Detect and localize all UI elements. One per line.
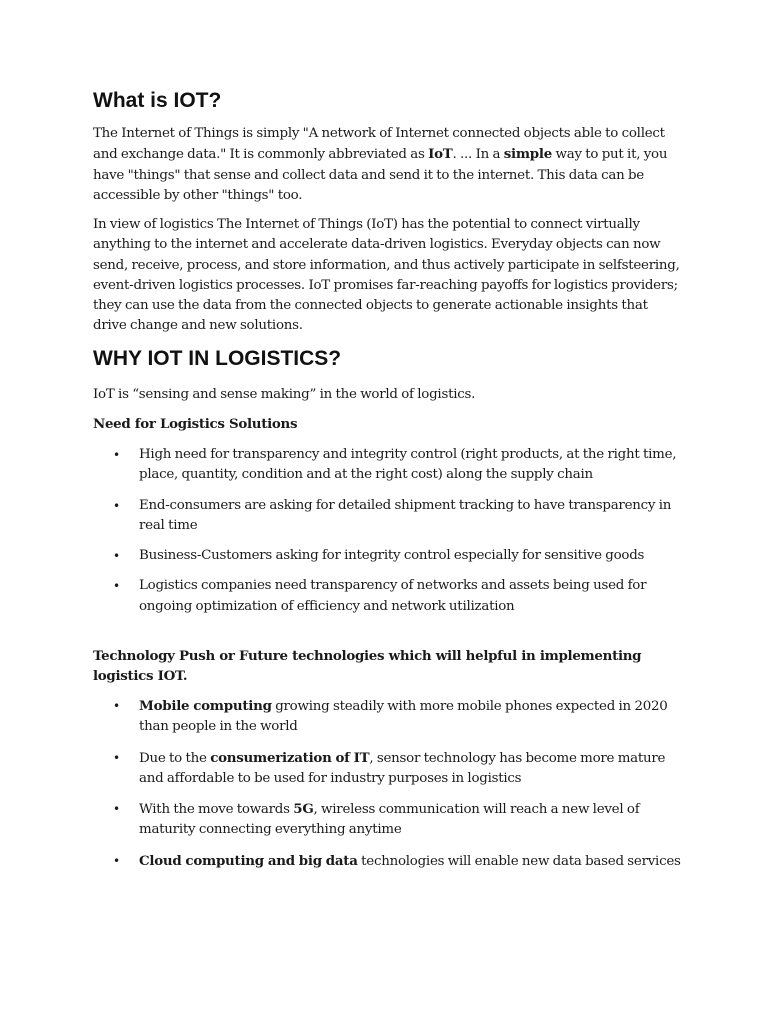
- list-item: [93, 696, 683, 738]
- intro-p1-bold-simple: simple: [503, 146, 552, 163]
- tech-item-pre: Due to the: [139, 750, 211, 766]
- bullet-icon: •: [113, 498, 120, 513]
- tech-item-post: growing steadily with more mobile phones expected in 2020 than people in the world: [139, 699, 668, 735]
- list-item: [93, 576, 683, 617]
- tech-section-title: Technology Push or Future technologies which will helpful in implementing logistics IOT.: [93, 648, 642, 685]
- tech-item-bold: consumerization of IT: [210, 749, 370, 766]
- tech-item-bold: Mobile computing: [139, 698, 272, 714]
- bullet-icon: •: [113, 699, 120, 713]
- intro-p1-text-c: way to put it, you have "things" that sense and collect data and send it to the internet. This data can be accessible by other "things" too.: [93, 147, 668, 203]
- tech-item-pre: With the move towards: [139, 802, 294, 818]
- intro-paragraph-1: [93, 124, 683, 206]
- tech-item-post: , wireless communication will reach a new level of maturity connecting everything anytime: [139, 802, 640, 838]
- need-item-text: High need for transparency and integrity control (right products, at the right time, place, quantity, condition and at the right cost) along the supply chain: [139, 447, 677, 483]
- need-section-title: Need for Logistics Solutions: [93, 416, 298, 432]
- heading-why-iot: WHY IOT IN LOGISTICS?: [93, 347, 342, 370]
- tech-list: [93, 696, 683, 882]
- need-item-text: Logistics companies need transparency of networks and assets being used for ongoing optimization of efficiency and network utilization: [139, 578, 647, 614]
- intro-p1-text-b: . ... In a: [452, 147, 504, 163]
- intro-paragraph-2: In view of logistics The Internet of Things (IoT) has the potential to connect virtually anything to the internet and accelerate data-driven logistics. Everyday objects can now send, receive, process, and store information, and thus actively participate in selfsteering, event-driven logistics processes. IoT promises far-reaching payoffs for logistics providers; they can use the data from the connected objects to generate actionable insights that drive change and new solutions.: [93, 217, 680, 334]
- bullet-icon: •: [113, 802, 120, 817]
- need-item-text: Business-Customers asking for integrity control especially for sensitive goods: [139, 548, 645, 564]
- need-list: [93, 445, 683, 627]
- list-item: [93, 748, 683, 790]
- list-item: [93, 851, 683, 872]
- tech-item-bold: 5G: [293, 801, 314, 818]
- tech-item-post: technologies will enable new data based services: [357, 853, 681, 869]
- intro-p1-text-a: The Internet of Things is simply "A network of Internet connected objects able to collect and exchange data." It is commonly abbreviated as: [93, 126, 665, 163]
- list-item: [93, 445, 683, 486]
- heading-what-is-iot: What is IOT?: [93, 89, 222, 112]
- list-item: [93, 799, 683, 841]
- list-item: [93, 496, 683, 537]
- bullet-icon: •: [113, 549, 120, 564]
- need-item-text: End-consumers are asking for detailed shipment tracking to have transparency in real time: [139, 497, 672, 533]
- tech-item-post: , sensor technology has become more mature and affordable to be used for industry purposes in logistics: [139, 750, 666, 786]
- why-tagline: IoT is “sensing and sense making” in the world of logistics.: [93, 387, 476, 402]
- intro-p1-bold-iot: IoT: [428, 146, 453, 163]
- bullet-icon: •: [113, 448, 120, 462]
- tech-item-bold: Cloud computing and big data: [139, 852, 358, 869]
- bullet-icon: •: [113, 853, 120, 868]
- list-item: [93, 546, 683, 566]
- bullet-icon: •: [113, 750, 120, 765]
- bullet-icon: •: [113, 579, 120, 594]
